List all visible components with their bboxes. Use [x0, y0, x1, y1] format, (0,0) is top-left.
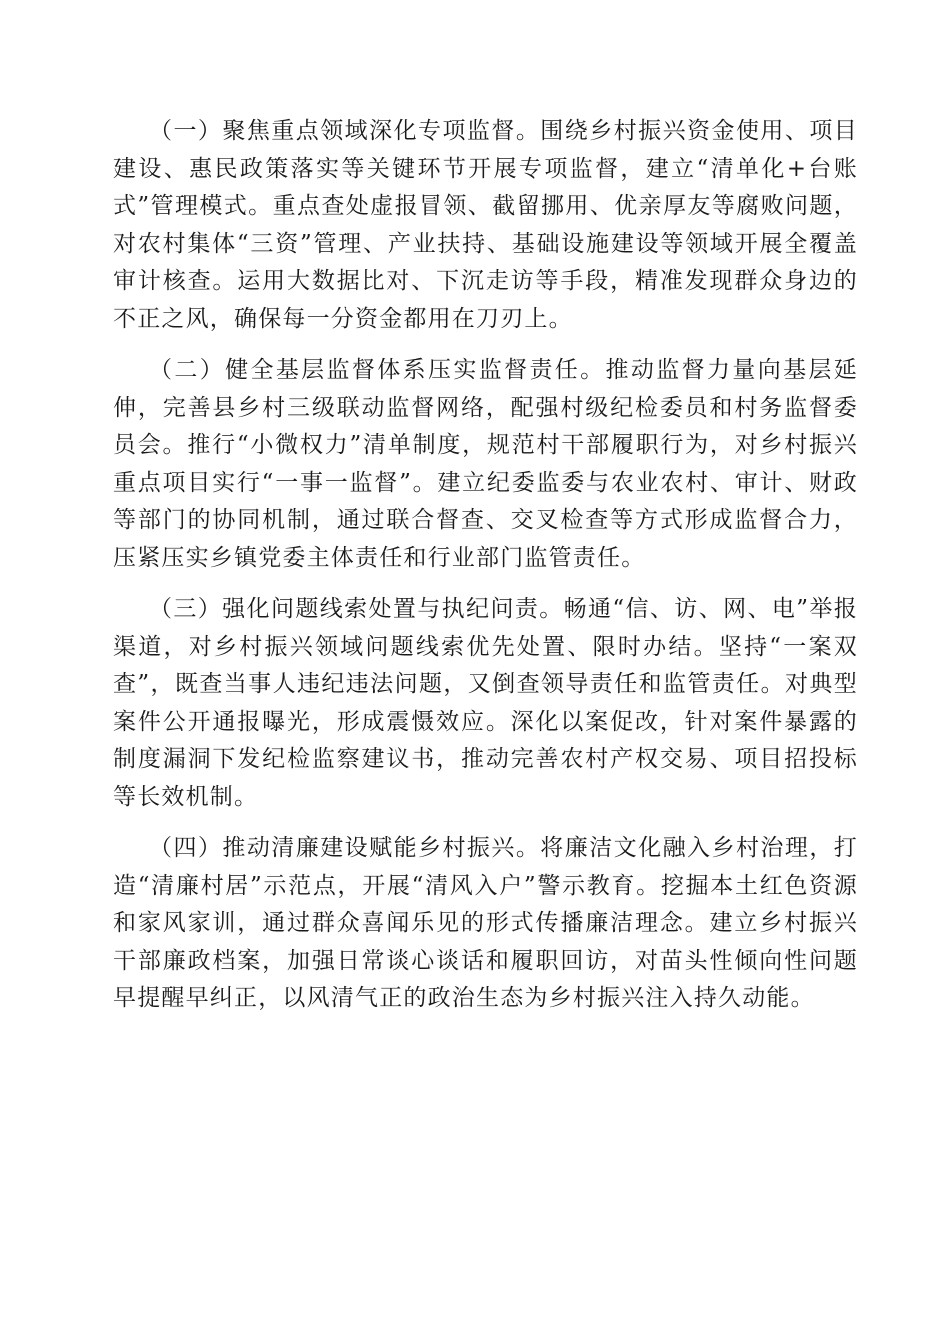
paragraph-2: （二）健全基层监督体系压实监督责任。推动监督力量向基层延伸，完善县乡村三级联动监督网络，配强村级纪检委员和村务监督委员会。推行“小微权力”清单制度，规范村干部履职行为，对乡村振兴重点项目实行“一事一监督”。建立纪委监委与农业农村、审计、财政等部门的协同机制，通过联合督查、交叉检查等方式形成监督合力，压紧压实乡镇党委主体责任和行业部门监管责任。: [113, 357, 858, 571]
paragraph-4: （四）推动清廉建设赋能乡村振兴。将廉洁文化融入乡村治理，打造“清廉村居”示范点，开展“清风入户”警示教育。挖掘本土红色资源和家风家训，通过群众喜闻乐见的形式传播廉洁理念。建立乡村振兴干部廉政档案，加强日常谈心谈话和履职回访，对苗头性倾向性问题早提醒早纠正，以风清气正的政治生态为乡村振兴注入持久动能。: [113, 835, 858, 1011]
document-body: [113, 113, 858, 1032]
paragraph-3: （三）强化问题线索处置与执纪问责。畅通“信、访、网、电”举报渠道，对乡村振兴领域问题线索优先处置、限时办结。坚持“一案双查”，既查当事人违纪违法问题，又倒查领导责任和监管责任。对典型案件公开通报曝光，形成震慑效应。深化以案促改，针对案件暴露的制度漏洞下发纪检监察建议书，推动完善农村产权交易、项目招投标等长效机制。: [113, 596, 858, 810]
paragraph-1: （一）聚焦重点领域深化专项监督。围绕乡村振兴资金使用、项目建设、惠民政策落实等关键环节开展专项监督，建立“清单化+台账式”管理模式。重点查处虚报冒领、截留挪用、优亲厚友等腐败问题，对农村集体“三资”管理、产业扶持、基础设施建设等领域开展全覆盖审计核查。运用大数据比对、下沉走访等手段，精准发现群众身边的不正之风，确保每一分资金都用在刀刃上。: [113, 118, 858, 332]
